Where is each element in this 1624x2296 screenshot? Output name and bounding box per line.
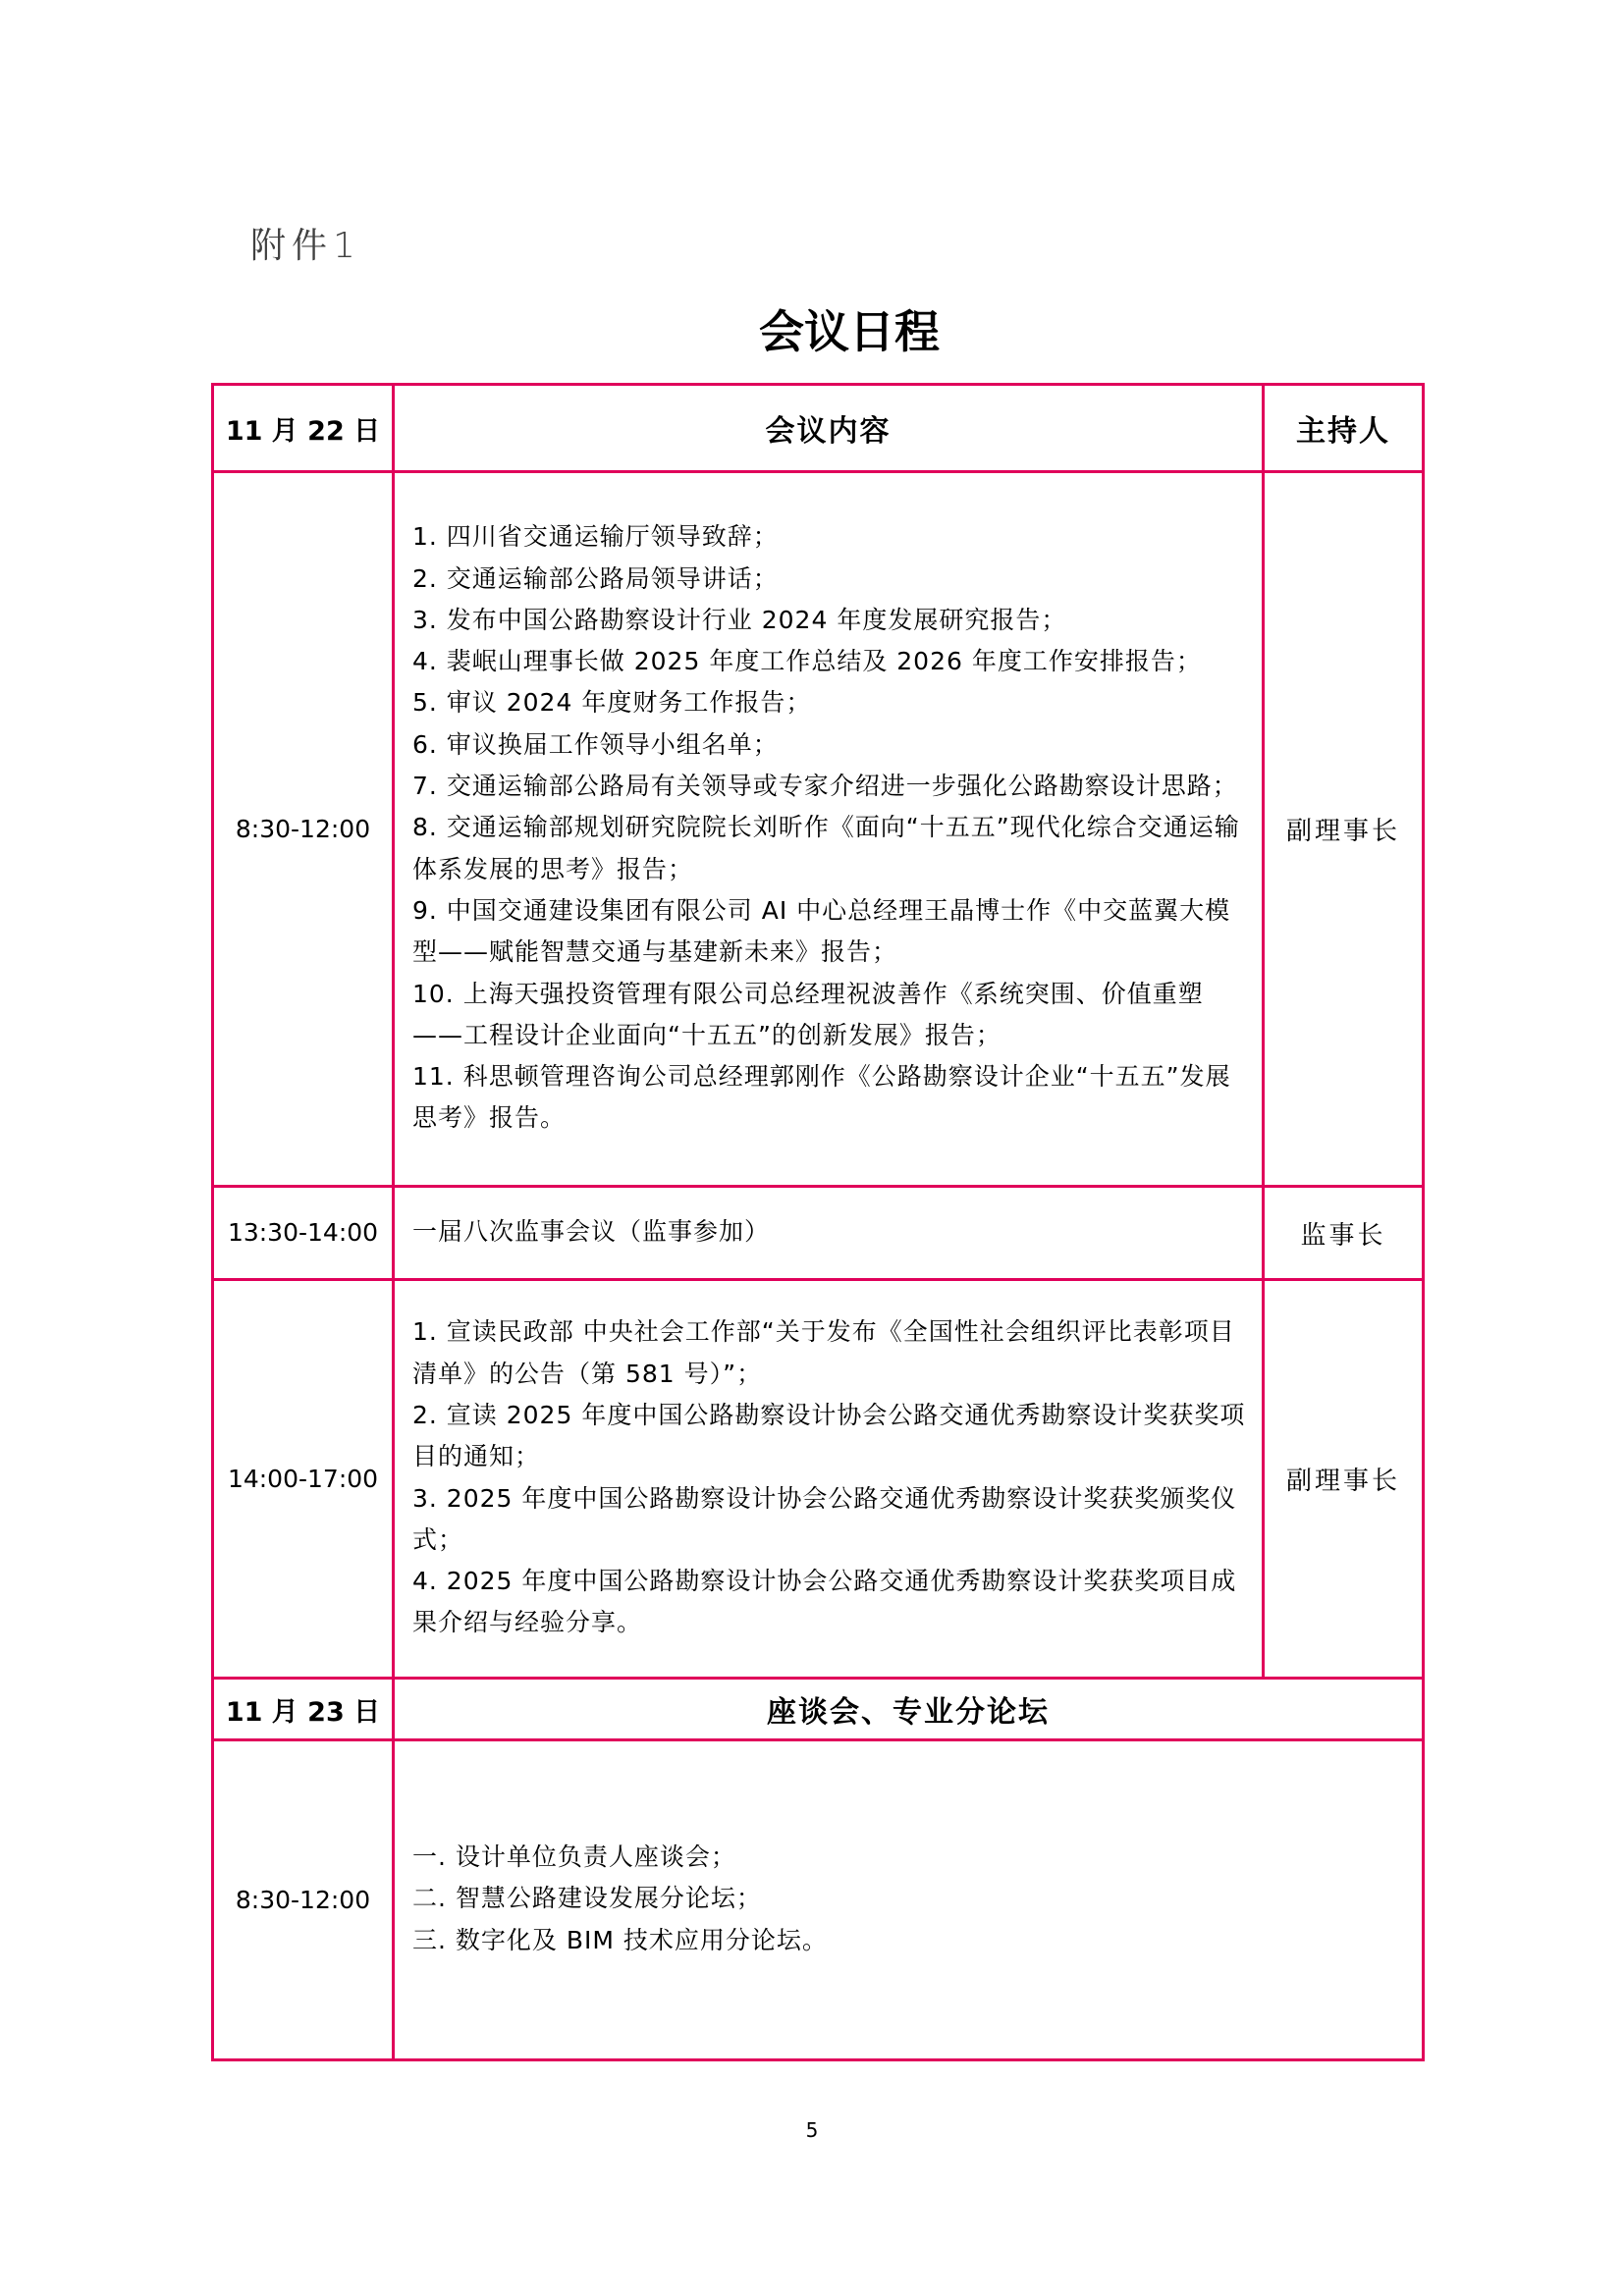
day2-header-row (213, 1679, 1424, 1740)
agenda-item: 11. 科思顿管理咨询公司总经理郭刚作《公路勘察设计企业“十五五”发展思考》报告。 (412, 1062, 1231, 1133)
session-row (213, 472, 1424, 1187)
agenda-item: 4. 2025 年度中国公路勘察设计协会公路交通优秀勘察设计奖获奖项目成果介绍与经验分享。 (412, 1567, 1237, 1637)
page-number: 5 (805, 2118, 819, 2142)
session-time: 13:30-14:00 (213, 1187, 394, 1280)
agenda-item: 三. 数字化及 BIM 技术应用分论坛。 (412, 1925, 828, 1954)
agenda-item: 3. 2025 年度中国公路勘察设计协会公路交通优秀勘察设计奖获奖颁奖仪式； (412, 1483, 1237, 1554)
host-column-header: 主持人 (1264, 385, 1424, 472)
session-row (213, 1740, 1424, 2060)
day-topic-header: 座谈会、专业分论坛 (394, 1679, 1424, 1740)
session-content (394, 1280, 1264, 1679)
agenda-item: 二. 智慧公路建设发展分论坛； (412, 1884, 762, 1913)
session-content (394, 1740, 1424, 2060)
session-row (213, 1187, 1424, 1280)
session-host: 监事长 (1264, 1187, 1424, 1280)
agenda-item: 3. 发布中国公路勘察设计行业 2024 年度发展研究报告； (412, 605, 1067, 634)
agenda-item: 7. 交通运输部公路局有关领导或专家介绍进一步强化公路勘察设计思路； (412, 772, 1238, 801)
agenda-item: 一. 设计单位负责人座谈会； (412, 1842, 736, 1872)
schedule-table (211, 383, 1425, 2061)
agenda-item: 1. 四川省交通运输厅领导致辞； (412, 522, 779, 552)
agenda-item: 8. 交通运输部规划研究院院长刘昕作《面向“十五五”现代化综合交通运输体系发展的思考》报告； (412, 813, 1240, 883)
day-date: 11 月 23 日 (213, 1679, 394, 1740)
agenda-item: 一届八次监事会议（监事参加） (412, 1216, 771, 1246)
session-time: 14:00-17:00 (213, 1280, 394, 1679)
session-row (213, 1280, 1424, 1679)
page-title: 会议日程 (759, 305, 940, 358)
session-content (394, 472, 1264, 1187)
agenda-item: 2. 宣读 2025 年度中国公路勘察设计协会公路交通优秀勘察设计奖获奖项目的通知； (412, 1400, 1246, 1471)
agenda-item: 1. 宣读民政部 中央社会工作部“关于发布《全国性社会组织评比表彰项目清单》的公告（第 581 号）”； (412, 1317, 1235, 1388)
agenda-item: 6. 审议换届工作领导小组名单； (412, 729, 779, 759)
day-date: 11 月 22 日 (213, 385, 394, 472)
agenda-item: 10. 上海天强投资管理有限公司总经理祝波善作《系统突围、价值重塑——工程设计企业面向“十五五”的创新发展》报告； (412, 979, 1204, 1049)
content-column-header: 会议内容 (394, 385, 1264, 472)
session-time: 8:30-12:00 (213, 472, 394, 1187)
session-content (394, 1187, 1264, 1280)
session-host: 副理事长 (1264, 1280, 1424, 1679)
agenda-item: 9. 中国交通建设集团有限公司 AI 中心总经理王晶博士作《中交蓝翼大模型——赋能智慧交通与基建新未来》报告； (412, 895, 1231, 967)
agenda-item: 5. 审议 2024 年度财务工作报告； (412, 688, 812, 718)
session-time: 8:30-12:00 (213, 1740, 394, 2060)
agenda-item: 4. 裴岷山理事长做 2025 年度工作总结及 2026 年度工作安排报告； (412, 647, 1202, 676)
attachment-label: 附件1 (250, 226, 361, 266)
day1-header-row (213, 385, 1424, 472)
agenda-item: 2. 交通运输部公路局领导讲话； (412, 563, 779, 593)
session-host: 副理事长 (1264, 472, 1424, 1187)
